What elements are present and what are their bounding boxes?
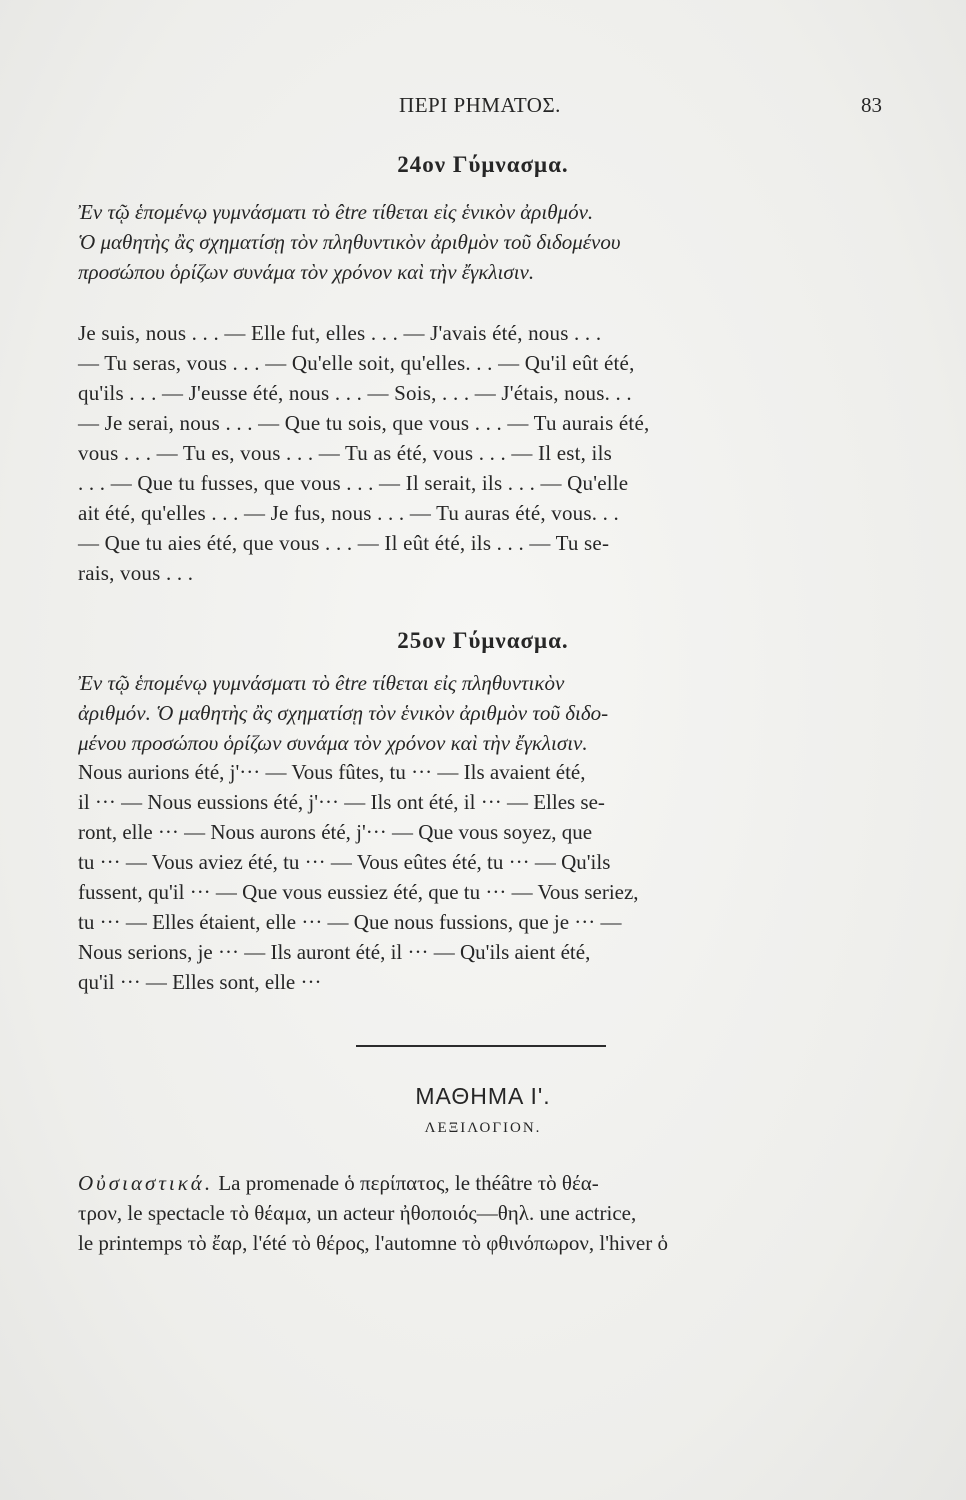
sentence-line: — Tu seras, vous . . . — Qu'elle soit, qu'elles. . . — Qu'il eût été, xyxy=(78,351,635,375)
running-head: ΠΕΡΙ ΡΗΜΑΤΟΣ. xyxy=(399,93,561,117)
exercise-25-instructions xyxy=(78,668,882,758)
instruction-line: μένου προσώπου ὁρίζων συνάμα τὸν χρόνον καὶ τὴν ἔγκλισιν. xyxy=(78,731,588,755)
sentence-line: ait été, qu'elles . . . — Je fus, nous . . . — Tu auras été, vous. . . xyxy=(78,501,619,525)
vocabulary-block xyxy=(78,1168,882,1258)
exercise-24-sentences xyxy=(78,318,882,588)
vocab-lead: Οὐσιαστικά. xyxy=(78,1171,214,1195)
vocab-line xyxy=(78,1168,882,1198)
sentence-line: . . . — Que tu fusses, que vous . . . — Il serait, ils . . . — Qu'elle xyxy=(78,471,629,495)
sentence-line: rais, vous . . . xyxy=(78,561,194,585)
vocab-line: le printemps τὸ ἔαρ, l'été τὸ θέρος, l'automne τὸ φθινόπωρον, l'hiver ὁ xyxy=(78,1231,668,1255)
instruction-line: Ἐν τῷ ἑπομένῳ γυμνάσματι τὸ être τίθεται εἰς πληθυντικὸν xyxy=(78,671,565,695)
page-header xyxy=(78,93,882,123)
sentence-line: ront, elle ··· — Nous aurons été, j'··· — Que vous soyez, que xyxy=(78,820,593,844)
sentence-line: Nous aurions été, j'··· — Vous fûtes, tu ··· — Ils avaient été, xyxy=(78,760,586,784)
sentence-line: Nous serions, je ··· — Ils auront été, il ··· — Qu'ils aient été, xyxy=(78,940,591,964)
section-divider xyxy=(356,1045,606,1047)
instruction-line: Ὁ μαθητὴς ἂς σχηματίσῃ τὸν πληθυντικὸν ἀριθμὸν τοῦ διδομένου xyxy=(78,230,621,254)
instruction-line: προσώπου ὁρίζων συνάμα τὸν χρόνον καὶ τὴν ἔγκλισιν. xyxy=(78,260,535,284)
sentence-line: tu ··· — Vous aviez été, tu ··· — Vous eûtes été, tu ··· — Qu'ils xyxy=(78,850,611,874)
lesson-title: ΜΑΘΗΜΑ Ι'. xyxy=(415,1083,551,1109)
instruction-line: ἀριθμόν. Ὁ μαθητὴς ἂς σχηματίσῃ τὸν ἑνικὸν ἀριθμὸν τοῦ διδο- xyxy=(78,701,609,725)
sentence-line: vous . . . — Tu es, vous . . . — Tu as été, vous . . . — Il est, ils xyxy=(78,441,612,465)
vocab-line: τρον, le spectacle τὸ θέαμα, un acteur ἠθοποιός—θηλ. une actrice, xyxy=(78,1201,637,1225)
page-number: 83 xyxy=(861,93,882,117)
exercise-24-title: 24ον Γύμνασμα. xyxy=(397,152,569,177)
exercise-25-sentences xyxy=(78,757,882,997)
lesson-subtitle: ΛΕΞΙΛΟΓΙΟΝ. xyxy=(424,1120,542,1136)
instruction-line: Ἐν τῷ ἑπομένῳ γυμνάσματι τὸ être τίθεται εἰς ἑνικὸν ἀριθμόν. xyxy=(78,200,594,224)
exercise-25-title: 25ον Γύμνασμα. xyxy=(397,628,569,653)
vocab-text: La promenade ὁ περίπατος, le théâtre τὸ θέα- xyxy=(213,1171,599,1195)
sentence-line: qu'il ··· — Elles sont, elle ··· xyxy=(78,970,322,994)
sentence-line: — Que tu aies été, que vous . . . — Il eût été, ils . . . — Tu se- xyxy=(78,531,610,555)
sentence-line: il ··· — Nous eussions été, j'··· — Ils ont été, il ··· — Elles se- xyxy=(78,790,605,814)
sentence-line: qu'ils . . . — J'eusse été, nous . . . — Sois, . . . — J'étais, nous. . . xyxy=(78,381,632,405)
sentence-line: Je suis, nous . . . — Elle fut, elles . . . — J'avais été, nous . . . xyxy=(78,321,602,345)
exercise-24-instructions xyxy=(78,197,882,287)
sentence-line: fussent, qu'il ··· — Que vous eussiez été, que tu ··· — Vous seriez, xyxy=(78,880,639,904)
sentence-line: — Je serai, nous . . . — Que tu sois, que vous . . . — Tu aurais été, xyxy=(78,411,650,435)
sentence-line: tu ··· — Elles étaient, elle ··· — Que nous fussions, que je ··· — xyxy=(78,910,622,934)
